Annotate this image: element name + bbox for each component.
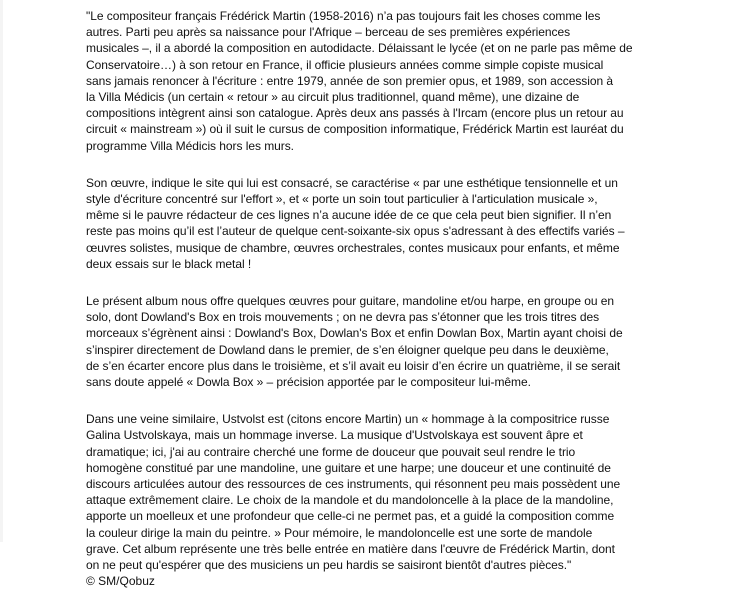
review-paragraph-2: Son œuvre, indique le site qui lui est consacré, se caractérise « par une esthétique tensionnelle et un style d'écriture concentré sur l'effort », et « porte un soin tout particulier à l'articulation musicale », même si le pauvre rédacteur de ces lignes n’a aucune idée de ce que cela peut bien signifier. Il n’en reste pas moins qu’il est l’auteur de quelque cent-soixante-six opus s'adressant à des effectifs variés – œuvres solistes, musique de chambre, œuvres orchestrales, contes musicaux pour enfants, et même deux essais sur le black metal ! bbox=[86, 175, 625, 271]
copyright-credit: © SM/Qobuz bbox=[86, 574, 155, 589]
review-paragraph-4: Dans une veine similaire, Ustvolst est (citons encore Martin) un « hommage à la compositrice russe Galina Ustvolskaya, mais un hommage inverse. La musique d'Ustvolskaya est souvent âpre et dramatique; ici, j'ai au contraire cherché une forme de douceur que pouvait seul rendre le trio homogène constitué par une mandoline, une guitare et une harpe; une douceur et une continuité de discours articulées autour des ressources de ces instruments, qui résonnent peu mais possèdent une attaque extrêmement claire. Le choix de la mandole et du mandoloncelle à la place de la mandoline, apporte un moelleux et une profondeur que celle-ci ne permet pas, et a guidé la composition comme la couleur dirige la main du peintre. » Pour mémoire, le mandoloncelle est une sorte de mandole grave. Cet album représente une très belle entrée en matière dans l'œuvre de Frédérick Martin, dont on ne peut qu'espérer que des musiciens un peu hardis se saisiront bientôt d'autres pièces." bbox=[86, 412, 621, 573]
left-edge-strip bbox=[0, 0, 3, 542]
review-paragraph-1: "Le compositeur français Frédérick Martin (1958-2016) n’a pas toujours fait les choses comme les autres. Parti peu après sa naissance pour l'Afrique – berceau de ses premières expériences musicales –, il a abordé la composition en autodidacte. Délaissant le lycée (et on ne parle pas même de Conservatoire…) à son retour en France, il officie plusieurs années comme simple copiste musical sans jamais renoncer à l'écriture : entre 1979, année de son premier opus, et 1989, son accession à la Villa Médicis (un certain « retour » au circuit plus traditionnel, quand même), une dizaine de compositions intègrent ainsi son catalogue. Après deux ans passés à l'Ircam (encore plus un retour au circuit « mainstream ») où il suit le cursus de composition informatique, Frédérick Martin est lauréat du programme Villa Médicis hors les murs. bbox=[86, 9, 633, 153]
review-paragraph-3: Le présent album nous offre quelques œuvres pour guitare, mandoline et/ou harpe, en groupe ou en solo, dont Dowland's Box en trois mouvements ; on ne devra pas s’étonner que les trois titres des morceaux s’égrènent ainsi : Dowland's Box, Dowlan's Box et enfin Dowlan Box, Martin ayant choisi de s’inspirer directement de Dowland dans le premier, de s’en éloigner quelque peu dans le deuxième, de s’en écarter encore plus dans le troisième, et s’il avait eu loisir d’en écrire un quatrième, il se serait sans doute appelé « Dowla Box » – précision apportée par le compositeur lui-même. bbox=[86, 294, 623, 390]
